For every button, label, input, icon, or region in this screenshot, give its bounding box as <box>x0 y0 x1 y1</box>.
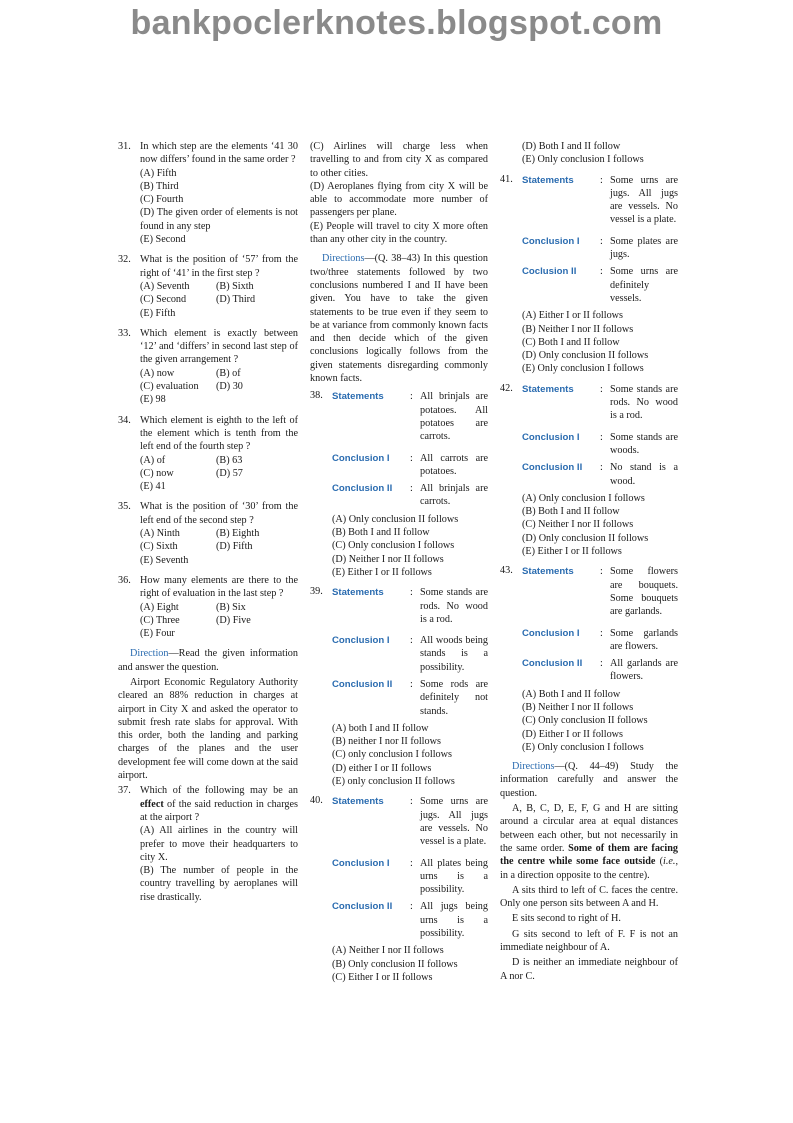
conclusion-1-text: All plates being urns is a possibility. <box>420 857 488 896</box>
question-33 <box>118 327 298 407</box>
question-number: 38. <box>310 390 323 402</box>
puzzle-text-italic: i.e. <box>663 856 676 868</box>
conclusion-2-label: Conclusion II <box>522 462 583 474</box>
column-right <box>500 140 678 985</box>
conclusion-1-row: Conclusion I : Some plates are jugs. <box>522 235 678 261</box>
conclusion-2-label: Conclusion II <box>332 483 393 495</box>
option-b: (B) Both I and II follow <box>332 527 430 539</box>
option-d: (D) Aeroplanes flying from city X will be able to accommodate more number of passengers per plane. <box>310 180 488 219</box>
option-d: (D) either I or II follows <box>332 762 432 774</box>
option-a: (A) Only conclusion II follows <box>332 513 459 525</box>
conclusion-2-text: No stand is a wood. <box>610 462 678 487</box>
question-number: 32. <box>118 254 131 266</box>
question-41-body <box>522 235 678 376</box>
statements-text: Some stands are rods. No wood is a rod. <box>610 383 678 422</box>
option-c: (C) now <box>140 467 174 479</box>
conclusion-1-text: All woods being stands is a possibility. <box>420 635 488 673</box>
question-35 <box>118 500 298 566</box>
directions-paragraph <box>500 760 678 800</box>
direction-text: —Read the given information and answer the question. <box>118 648 298 673</box>
option-d: (D) Only conclusion II follows <box>522 350 649 362</box>
conclusion-1-label: Conclusion I <box>522 431 580 443</box>
statements-row: Statements : Some urns are jugs. All jugs are vessels. No vessel is a plate. <box>522 174 678 226</box>
option-a: (A) All airlines in the country will prefer to move their headquarters to city X. <box>140 825 298 863</box>
option-a: (A) Eight <box>140 601 179 613</box>
conclusion-2-row: Conclusion II : All garlands are flowers. <box>522 658 678 683</box>
question-34 <box>118 414 298 494</box>
direction-label: Direction <box>130 648 169 660</box>
option-a: (A) Neither I nor II follows <box>332 945 444 957</box>
puzzle-paragraph-4: G sits second to left of F. F is not an immediate neighbour of A. <box>500 928 678 954</box>
option-c: (C) Sixth <box>140 541 178 553</box>
column-left <box>118 140 298 911</box>
option-a: (A) Both I and II follow <box>522 688 621 700</box>
conclusion-2-text: All jugs being urns is a possibility. <box>420 901 488 940</box>
puzzle-paragraph-1 <box>500 802 678 882</box>
option-e: (E) Only conclusion I follows <box>522 741 644 753</box>
option-c: (C) Either I or II follows <box>332 971 433 983</box>
conclusion-2-label: Conclusion II <box>522 658 583 670</box>
question-32 <box>118 253 298 319</box>
question-text: Which element is exactly between ‘12’ and ‘differs’ in second last step of the given arrangement ? <box>140 327 298 366</box>
conclusion-2-row: Conclusion II : Some rods are definitely not stands. <box>332 678 488 717</box>
statements-row: Statements : Some stands are rods. No wood is a rod. <box>332 587 488 625</box>
conclusion-2-row: Coclusion II : Some urns are definitely vessels. <box>522 266 678 304</box>
question-number: 35. <box>118 501 131 513</box>
option-d: (D) 30 <box>216 381 243 393</box>
puzzle-paragraph-3: E sits second to right of H. <box>512 913 621 925</box>
option-c: (C) only conclusion I follows <box>332 749 452 761</box>
option-c: (C) Only conclusion I follows <box>332 540 455 552</box>
option-c: (C) Second <box>140 294 187 306</box>
question-text: What is the position of ‘57’ from the right of ‘41’ in the first step ? <box>140 254 298 279</box>
statements-row: Statements : All brinjals are potatoes. All potatoes are carrots. <box>332 391 488 443</box>
question-41 <box>500 173 678 231</box>
option-e: (E) People will travel to city X more often than any other city in the country. <box>310 220 488 246</box>
option-a: (A) of <box>140 454 166 466</box>
column-middle <box>310 140 488 990</box>
question-text: How many elements are there to the right of evaluation in the last step ? <box>140 574 298 600</box>
statements-text: All brinjals are potatoes. All potatoes are carrots. <box>420 391 488 443</box>
option-e: (E) Second <box>140 234 186 246</box>
directions-paragraph <box>310 252 488 385</box>
option-e: (E) only conclusion II follows <box>332 776 455 788</box>
question-38-body <box>332 452 488 580</box>
puzzle-text: ( <box>659 856 663 868</box>
option-a: (A) Either I or II follows <box>522 310 623 322</box>
question-42 <box>500 382 678 427</box>
question-text-part: Which of the following may be an <box>140 785 298 797</box>
statements-label: Statements <box>332 796 384 808</box>
option-b: (B) of <box>216 367 241 379</box>
puzzle-paragraph-5: D is neither an immediate neighbour of A nor C. <box>500 957 678 982</box>
conclusion-2-row: Conclusion II : No stand is a wood. <box>522 462 678 487</box>
directions-label: Directions <box>512 761 555 773</box>
question-38 <box>310 389 488 447</box>
question-number: 39. <box>310 586 323 598</box>
conclusion-1-label: Conclusion I <box>522 627 580 639</box>
statements-label: Statements <box>522 566 574 578</box>
directions-label: Directions <box>322 253 365 265</box>
question-number: 37. <box>118 785 131 797</box>
question-text-part: of the said reduction in charges at the airport ? <box>140 798 298 823</box>
option-d: (D) Fifth <box>216 541 253 553</box>
option-b: (B) Six <box>216 601 246 613</box>
option-e: (E) 98 <box>140 394 166 406</box>
direction-paragraph <box>118 647 298 674</box>
option-e: (E) Either I or II follows <box>522 546 622 558</box>
question-40-continued <box>522 140 678 167</box>
conclusion-2-label: Conclusion II <box>332 678 393 690</box>
option-a: (A) Fifth <box>140 167 177 179</box>
option-e: (E) Only conclusion I follows <box>522 154 644 166</box>
question-text <box>140 784 298 824</box>
option-c: (C) Fourth <box>140 194 184 206</box>
conclusion-1-row: Conclusion I : All plates being urns is a possibility. <box>332 857 488 896</box>
option-c: (C) Both I and II follow <box>522 336 620 348</box>
conclusion-1-row: Conclusion I : All carrots are potatoes. <box>332 452 488 477</box>
option-a: (A) Seventh <box>140 280 190 292</box>
option-b: (B) Neither I nor II follows <box>522 323 634 335</box>
conclusion-2-row: Conclusion II : All jugs being urns is a possibility. <box>332 901 488 940</box>
conclusion-2-label: Coclusion II <box>522 266 577 278</box>
option-d: (D) 57 <box>216 467 243 479</box>
question-text: Which element is eighth to the left of the element which is tenth from the left end of the fourth step ? <box>140 414 298 453</box>
option-e: (E) Four <box>140 628 175 640</box>
statements-label: Statements <box>332 587 384 599</box>
conclusion-2-text: All garlands are flowers. <box>610 658 678 683</box>
option-b: (B) The number of people in the country travelling by aeroplanes will rise drastically. <box>140 865 298 903</box>
question-number: 36. <box>118 574 131 586</box>
option-d: (D) Neither I nor II follows <box>332 553 444 565</box>
question-text: In which step are the elements ‘41 30 now differs’ found in the same order ? <box>140 141 298 166</box>
option-a: (A) Ninth <box>140 528 180 540</box>
question-number: 40. <box>310 795 323 807</box>
directions-text: —(Q. 38–43) In this question two/three statements followed by two conclusions numbered I and II have been given. You have to take the given statements to be true even if they seem to be at variance from commonly known facts and then decide which of the given conclusions logically follows from the given statements disregarding commonly known facts. <box>310 253 488 385</box>
statements-text: Some flowers are bouquets. Some bouquets are garlands. <box>610 566 678 618</box>
option-b: (B) Eighth <box>216 528 260 540</box>
statements-label: Statements <box>522 174 574 186</box>
question-number: 31. <box>118 141 131 152</box>
conclusion-1-text: All carrots are potatoes. <box>420 452 488 477</box>
statements-text: Some stands are rods. No wood is a rod. <box>420 587 488 625</box>
conclusion-1-text: Some plates are jugs. <box>610 235 678 261</box>
conclusion-1-row: Conclusion I : Some stands are woods. <box>522 431 678 456</box>
conclusion-2-text: All brinjals are carrots. <box>420 483 488 508</box>
statements-label: Statements <box>522 383 574 395</box>
statements-text: Some urns are jugs. All jugs are vessels. No vessel is a plate. <box>610 174 678 226</box>
directions-text: —(Q. 44–49) Study the information carefully and answer the question. <box>500 761 678 799</box>
option-b: (B) Neither I nor II follows <box>522 701 634 713</box>
option-d: (D) Either I or II follows <box>522 728 623 740</box>
statements-label: Statements <box>332 391 384 403</box>
option-a: (A) both I and II follow <box>332 722 429 734</box>
question-text-emphasis: effect <box>140 798 164 810</box>
puzzle-text: A, B, C, D, E, F, G and H are sitting around a circular area at equal distances between each other, but not necessarily in the same order. <box>500 803 678 854</box>
conclusion-1-label: Conclusion I <box>332 635 390 647</box>
question-37 <box>118 784 298 904</box>
question-number: 34. <box>118 414 131 426</box>
option-b: (B) Sixth <box>216 280 254 292</box>
question-31 <box>118 140 298 246</box>
conclusion-1-row: Conclusion I : Some garlands are flowers. <box>522 627 678 652</box>
question-42-body <box>522 431 678 559</box>
option-e: (E) Seventh <box>140 554 189 566</box>
question-number: 43. <box>500 565 513 577</box>
option-b: (B) Both I and II follow <box>522 506 620 518</box>
option-e: (E) Only conclusion I follows <box>522 363 644 375</box>
puzzle-paragraph-2: A sits third to left of C. faces the centre. Only one person sits between A and H. <box>500 884 678 910</box>
question-number: 41. <box>500 173 513 185</box>
passage-paragraph: Airport Economic Regulatory Authority cleared an 88% reduction in charges at airport in City X and asked the operator to submit fresh rate slabs for approval. With this order, both the landing and parking charges of the planes and the user development fee will come down at the said airport. <box>118 676 298 782</box>
puzzle-text-emphasis: Some of them are facing the centre while some face outside <box>500 842 679 868</box>
conclusion-2-text: Some urns are definitely vessels. <box>610 266 678 304</box>
conclusion-1-text: Some stands are woods. <box>610 431 678 456</box>
question-36 <box>118 574 298 640</box>
conclusion-1-text: Some garlands are flowers. <box>610 627 678 652</box>
option-b: (B) neither I nor II follows <box>332 736 441 748</box>
conclusion-1-label: Conclusion I <box>332 857 390 869</box>
question-40-body <box>332 857 488 985</box>
option-d: (D) Only conclusion II follows <box>522 532 649 544</box>
option-a: (A) now <box>140 367 175 379</box>
statements-text: Some urns are jugs. All jugs are vessels. No vessel is a plate. <box>420 796 488 848</box>
question-number: 33. <box>118 327 131 339</box>
option-c: (C) evaluation <box>140 381 199 393</box>
question-43-body <box>522 627 678 755</box>
conclusion-2-text: Some rods are definitely not stands. <box>420 678 488 717</box>
question-39 <box>310 585 488 630</box>
question-39-body <box>332 634 488 788</box>
conclusion-1-row: Conclusion I : All woods being stands is a possibility. <box>332 635 488 673</box>
statements-row: Statements : Some flowers are bouquets. Some bouquets are garlands. <box>522 566 678 618</box>
conclusion-1-label: Conclusion I <box>522 235 580 247</box>
question-text: What is the position of ‘30’ from the left end of the second step ? <box>140 501 298 526</box>
option-e: (E) Either I or II follows <box>332 566 432 578</box>
question-number: 42. <box>500 382 513 394</box>
option-d: (D) Both I and II follow <box>522 141 621 152</box>
option-e: (E) Fifth <box>140 307 176 319</box>
statements-row: Statements : Some stands are rods. No wood is a rod. <box>522 383 678 422</box>
question-40 <box>310 794 488 852</box>
option-e: (E) 41 <box>140 481 166 493</box>
option-b: (B) 63 <box>216 454 243 466</box>
option-d: (D) The given order of elements is not found in any step <box>140 207 298 232</box>
question-37-continued <box>310 140 488 246</box>
statements-row: Statements : Some urns are jugs. All jugs are vessels. No vessel is a plate. <box>332 796 488 848</box>
question-43 <box>500 564 678 622</box>
site-watermark-header: bankpoclerknotes.blogspot.com <box>130 4 663 42</box>
option-a: (A) Only conclusion I follows <box>522 492 645 504</box>
option-b: (B) Third <box>140 180 179 192</box>
option-c: (C) Neither I nor II follows <box>522 519 634 531</box>
puzzle-text: , in a direction opposite to the centre). <box>500 856 678 881</box>
option-c: (C) Airlines will charge less when travelling to and from city X as compared to other cities. <box>310 141 488 179</box>
option-c: (C) Three <box>140 614 180 626</box>
conclusion-2-row: Conclusion II : All brinjals are carrots. <box>332 483 488 508</box>
option-d: (D) Third <box>216 294 256 306</box>
option-c: (C) Only conclusion II follows <box>522 715 648 727</box>
conclusion-2-label: Conclusion II <box>332 901 393 913</box>
option-d: (D) Five <box>216 614 251 626</box>
option-b: (B) Only conclusion II follows <box>332 958 458 970</box>
conclusion-1-label: Conclusion I <box>332 452 390 464</box>
